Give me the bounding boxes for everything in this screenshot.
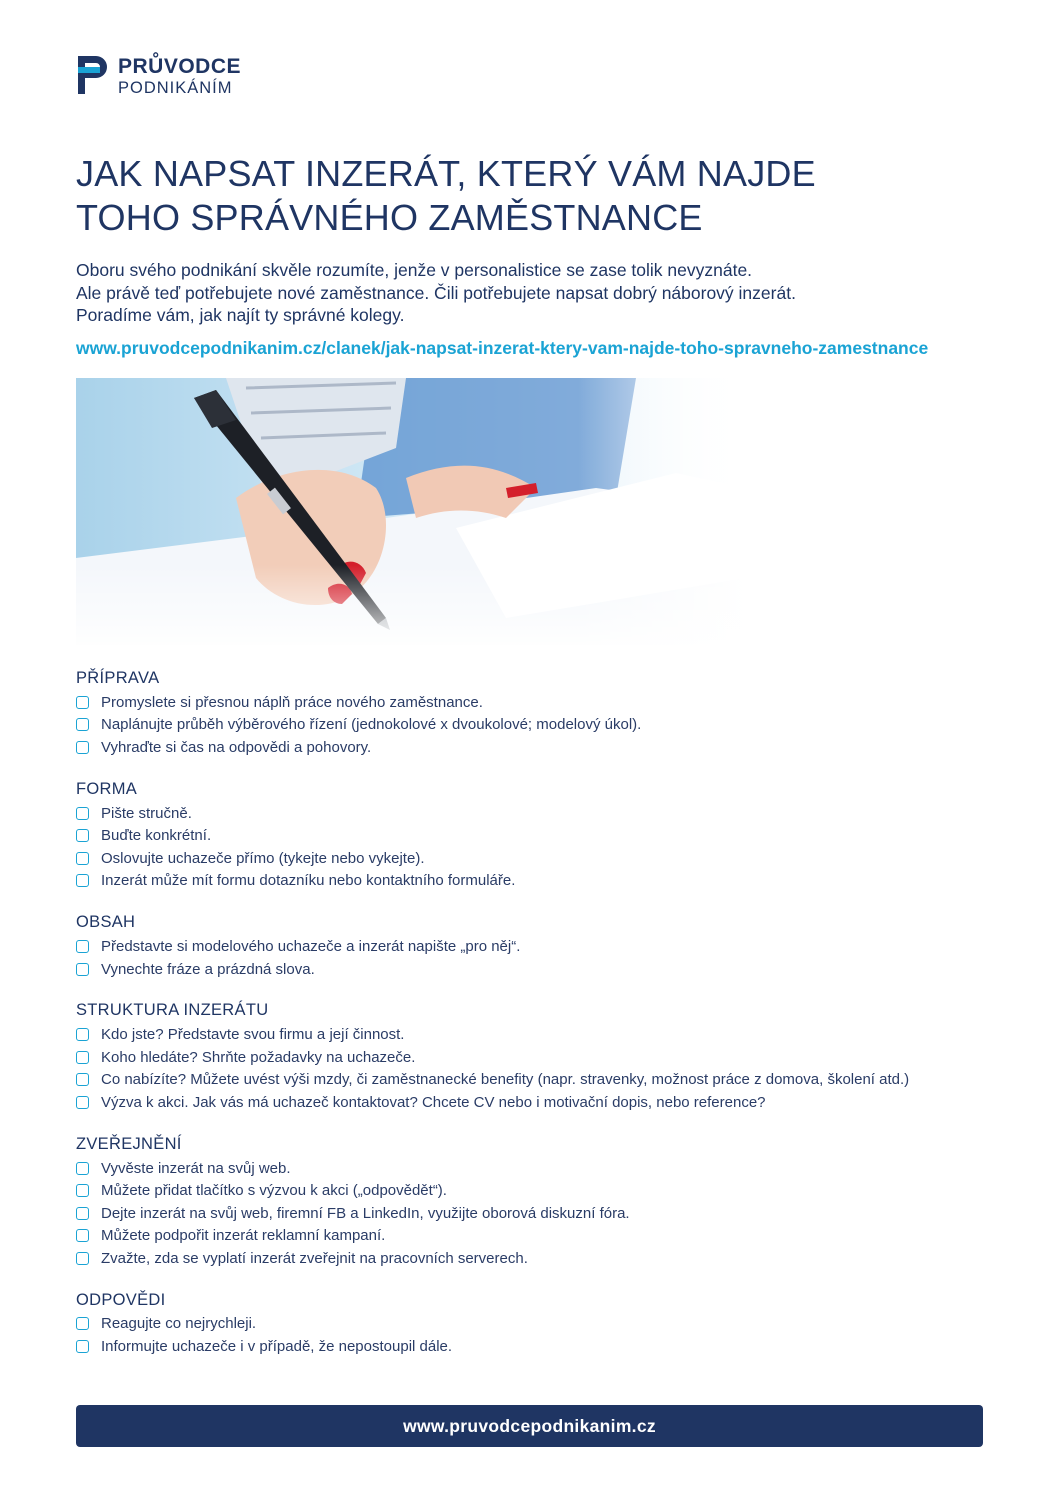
checklist-item-text: Co nabízíte? Můžete uvést výši mzdy, či zaměstnanecké benefity (napr. stravenky, možnost práce z domova, školení atd.) [101, 1071, 910, 1089]
checkbox-icon[interactable] [76, 829, 89, 842]
intro-paragraph [76, 259, 796, 327]
checklist-item-text: Představte si modelového uchazeče a inzerát napište „pro něj“. [101, 937, 521, 955]
checkbox-icon[interactable] [76, 1096, 89, 1109]
logo [78, 54, 241, 98]
checkbox-icon[interactable] [76, 1184, 89, 1197]
checklist-item [76, 802, 996, 825]
checklist-section [76, 779, 996, 892]
checklist-item [76, 958, 996, 981]
checklist-item [76, 870, 996, 893]
checklist-item [76, 1202, 996, 1225]
checklist-item [76, 824, 996, 847]
checklist-item [76, 1247, 996, 1270]
logo-line-1: PRŮVODCE [118, 55, 242, 78]
checklist-item [76, 1225, 996, 1248]
checklist-item-text: Buďte konkrétní. [101, 827, 212, 845]
footer-url[interactable]: www.pruvodcepodnikanim.cz [403, 1415, 656, 1436]
checklist-item [76, 1335, 996, 1358]
checklist-section [76, 1290, 996, 1358]
checklist-item-text: Výzva k akci. Jak vás má uchazeč kontaktovat? Chcete CV nebo i motivační dopis, nebo reference? [101, 1093, 766, 1111]
section-title: ZVEŘEJNĚNÍ [76, 1134, 182, 1153]
checkbox-icon[interactable] [76, 852, 89, 865]
page-title [76, 152, 816, 240]
checkbox-icon[interactable] [76, 1340, 89, 1353]
logo-line-2: PODNIKÁNÍM [118, 79, 233, 97]
section-title: ODPOVĚDI [76, 1290, 166, 1309]
checklist-item-text: Vyvěste inzerát na svůj web. [101, 1159, 291, 1177]
checklist [76, 668, 996, 1378]
hero-photo-writing-hand [76, 378, 746, 645]
checkbox-icon[interactable] [76, 1317, 89, 1330]
checkbox-icon[interactable] [76, 1162, 89, 1175]
checklist-section [76, 1134, 996, 1270]
title-line-1: JAK NAPSAT INZERÁT, KTERÝ VÁM NAJDE [76, 153, 816, 194]
checkbox-icon[interactable] [76, 696, 89, 709]
checklist-item-text: Oslovujte uchazeče přímo (tykejte nebo vykejte). [101, 849, 425, 867]
checkbox-icon[interactable] [76, 718, 89, 731]
checkbox-icon[interactable] [76, 874, 89, 887]
checkbox-icon[interactable] [76, 741, 89, 754]
checklist-item-text: Kdo jste? Představte svou firmu a její činnost. [101, 1026, 405, 1044]
checklist-item-text: Naplánujte průběh výběrového řízení (jednokolové x dvoukolové; modelový úkol). [101, 716, 642, 734]
checklist-item-text: Inzerát může mít formu dotazníku nebo kontaktního formuláře. [101, 872, 516, 890]
checklist-item-text: Můžete přidat tlačítko s výzvou k akci („odpovědět“). [101, 1182, 447, 1200]
title-line-2: TOHO SPRÁVNÉHO ZAMĚSTNANCE [76, 197, 703, 238]
section-title: FORMA [76, 779, 138, 798]
checkbox-icon[interactable] [76, 807, 89, 820]
checkbox-icon[interactable] [76, 1051, 89, 1064]
footer-bar [76, 1405, 983, 1447]
checklist-item-text: Reagujte co nejrychleji. [101, 1315, 257, 1333]
checklist-item [76, 1023, 996, 1046]
checklist-item [76, 1179, 996, 1202]
checkbox-icon[interactable] [76, 1252, 89, 1265]
checkbox-icon[interactable] [76, 1229, 89, 1242]
checklist-item-text: Zvažte, zda se vyplatí inzerát zveřejnit na pracovních serverech. [101, 1249, 528, 1267]
checklist-item [76, 935, 996, 958]
checklist-item-text: Můžete podpořit inzerát reklamní kampaní. [101, 1227, 386, 1245]
section-title: PŘÍPRAVA [76, 669, 160, 687]
section-title: OBSAH [76, 913, 136, 932]
checklist-item [76, 1069, 996, 1092]
checklist-item [76, 1157, 996, 1180]
checkbox-icon[interactable] [76, 963, 89, 976]
checklist-section [76, 668, 996, 759]
checklist-item-text: Vyhraďte si čas na odpovědi a pohovory. [101, 738, 372, 756]
intro-line-1: Oboru svého podnikání skvěle rozumíte, jenže v personalistice se zase tolik nevyznáte. [76, 260, 753, 280]
checkbox-icon[interactable] [76, 1073, 89, 1086]
checklist-item [76, 736, 996, 759]
checklist-item-text: Koho hledáte? Shrňte požadavky na uchazeče. [101, 1048, 416, 1066]
checklist-section [76, 1000, 996, 1113]
checkbox-icon[interactable] [76, 1028, 89, 1041]
checklist-item-text: Dejte inzerát na svůj web, firemní FB a LinkedIn, využijte oborová diskuzní fóra. [101, 1204, 630, 1222]
checklist-item-text: Promyslete si přesnou náplň práce nového zaměstnance. [101, 693, 483, 711]
checklist-item [76, 1046, 996, 1069]
intro-line-2: Ale právě teď potřebujete nové zaměstnance. Čili potřebujete napsat dobrý náborový inzerát. [76, 282, 796, 303]
checklist-item [76, 1091, 996, 1114]
checklist-item [76, 1313, 996, 1336]
checklist-item [76, 691, 996, 714]
section-title: STRUKTURA INZERÁTU [76, 1001, 269, 1020]
checklist-item-text: Pište stručně. [101, 804, 192, 822]
checkbox-icon[interactable] [76, 940, 89, 953]
intro-line-3: Poradíme vám, jak najít ty správné kolegy. [76, 305, 405, 325]
checklist-item-text: Vynechte fráze a prázdná slova. [101, 960, 315, 978]
checkbox-icon[interactable] [76, 1207, 89, 1220]
checklist-item-text: Informujte uchazeče i v případě, že nepostoupil dále. [101, 1338, 453, 1356]
article-link[interactable]: www.pruvodcepodnikanim.cz/clanek/jak-napsat-inzerat-ktery-vam-najde-toho-spravneho-zamestnance [76, 338, 929, 358]
checklist-item [76, 847, 996, 870]
p-letter-logo-icon [78, 54, 112, 96]
checklist-section [76, 912, 996, 980]
checklist-item [76, 714, 996, 737]
